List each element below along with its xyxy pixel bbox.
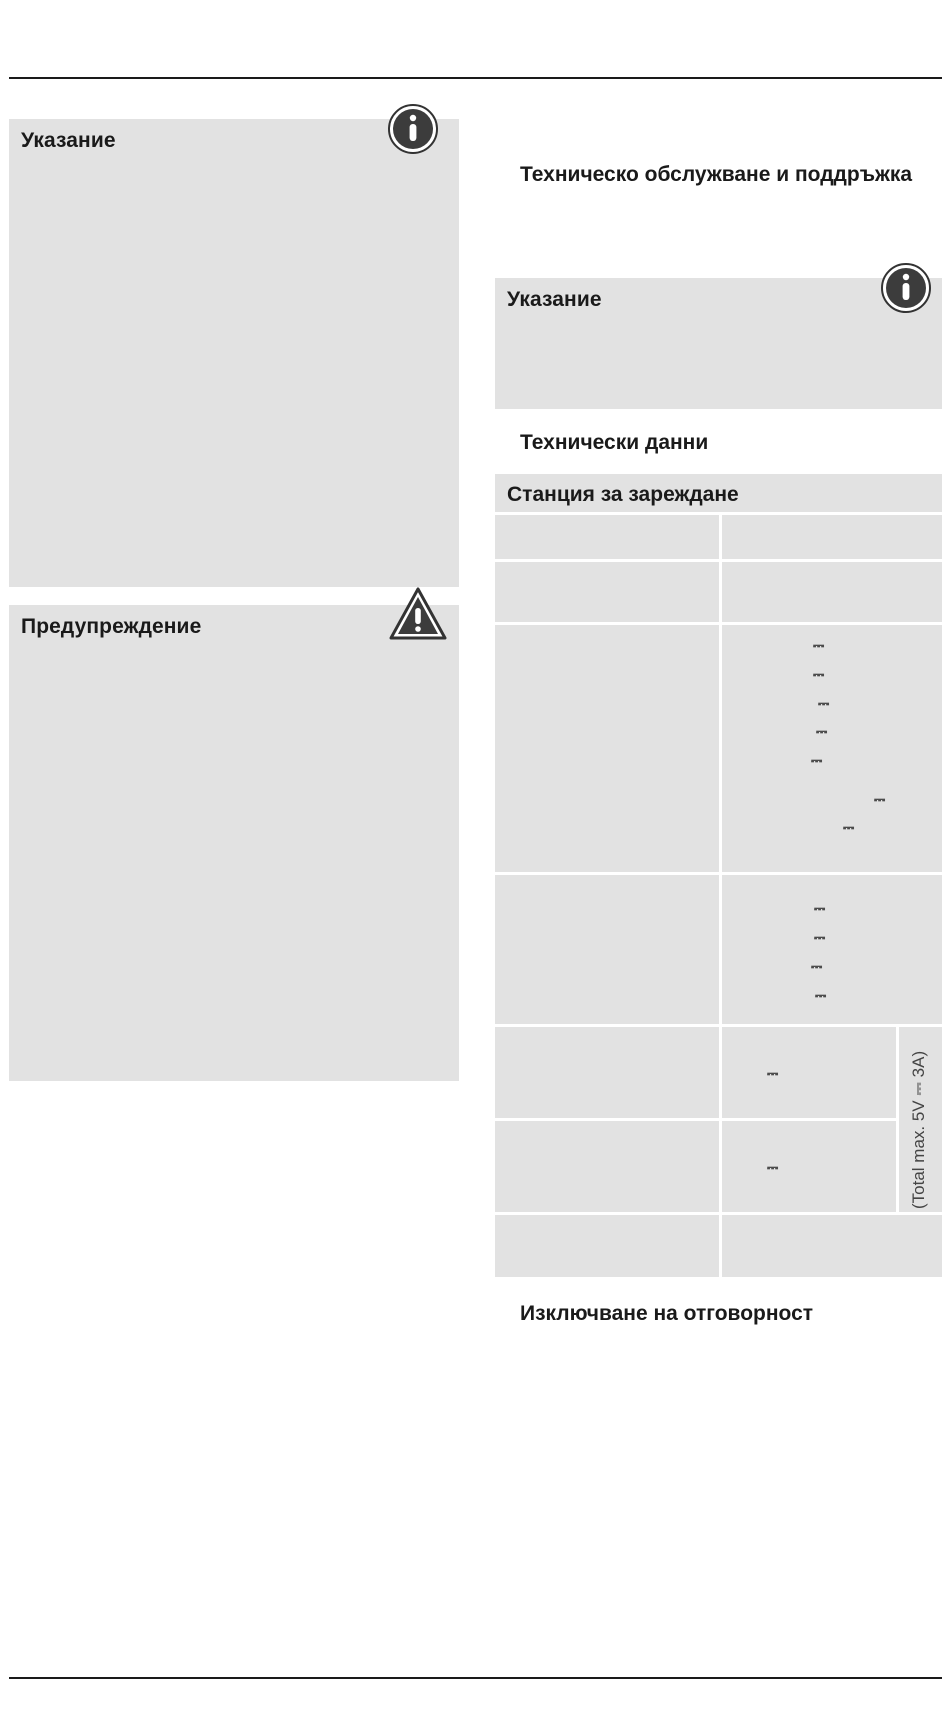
dc-symbol: ⎓ xyxy=(814,901,825,917)
table-cell xyxy=(495,1027,719,1118)
table-cell xyxy=(495,515,719,559)
table-cell xyxy=(722,1121,896,1212)
table-cell xyxy=(495,875,719,1024)
table-cell xyxy=(722,562,942,622)
table-cell-merged xyxy=(899,1027,942,1212)
note-title: Указание xyxy=(21,129,116,152)
note-title-right: Указание xyxy=(507,288,602,311)
disclaimer-heading: Изключване на отговорност xyxy=(520,1302,814,1325)
dc-symbol: ⎓ xyxy=(814,930,825,946)
table-cell xyxy=(495,562,719,622)
warning-icon xyxy=(388,586,448,642)
maintenance-heading: Техническо обслужване и поддръжка xyxy=(520,163,913,186)
table-header xyxy=(495,474,942,512)
table-cell xyxy=(722,1215,942,1277)
total-max-note: (Total max. 5V ⎓ 3A) xyxy=(909,1050,928,1209)
table-cell xyxy=(722,875,942,1024)
dc-symbol: ⎓ xyxy=(811,753,822,769)
note-box-right xyxy=(495,278,942,409)
dc-symbol: ⎓ xyxy=(816,724,827,740)
warning-title: Предупреждение xyxy=(21,615,202,638)
top-rule xyxy=(9,77,942,79)
table-cell xyxy=(495,1215,719,1277)
dc-symbol: ⎓ xyxy=(767,1160,778,1176)
info-icon xyxy=(387,103,439,155)
bottom-rule xyxy=(9,1677,942,1679)
dc-symbol: ⎓ xyxy=(811,959,822,975)
dc-symbol: ⎓ xyxy=(874,792,885,808)
table-cell xyxy=(495,625,719,872)
warning-box xyxy=(9,605,459,1081)
dc-symbol: ⎓ xyxy=(815,988,826,1004)
tech-data-heading: Технически данни xyxy=(520,431,709,454)
table-cell xyxy=(722,515,942,559)
dc-symbol: ⎓ xyxy=(818,696,829,712)
table-cell xyxy=(722,625,942,872)
dc-symbol: ⎓ xyxy=(813,667,824,683)
table-cell xyxy=(495,1121,719,1212)
table-cell xyxy=(722,1027,896,1118)
note-box-left xyxy=(9,119,459,587)
dc-symbol: ⎓ xyxy=(767,1066,778,1082)
table-title: Станция за зареждане xyxy=(507,483,739,506)
dc-symbol: ⎓ xyxy=(813,638,824,654)
info-icon xyxy=(880,262,932,314)
dc-symbol: ⎓ xyxy=(843,820,854,836)
